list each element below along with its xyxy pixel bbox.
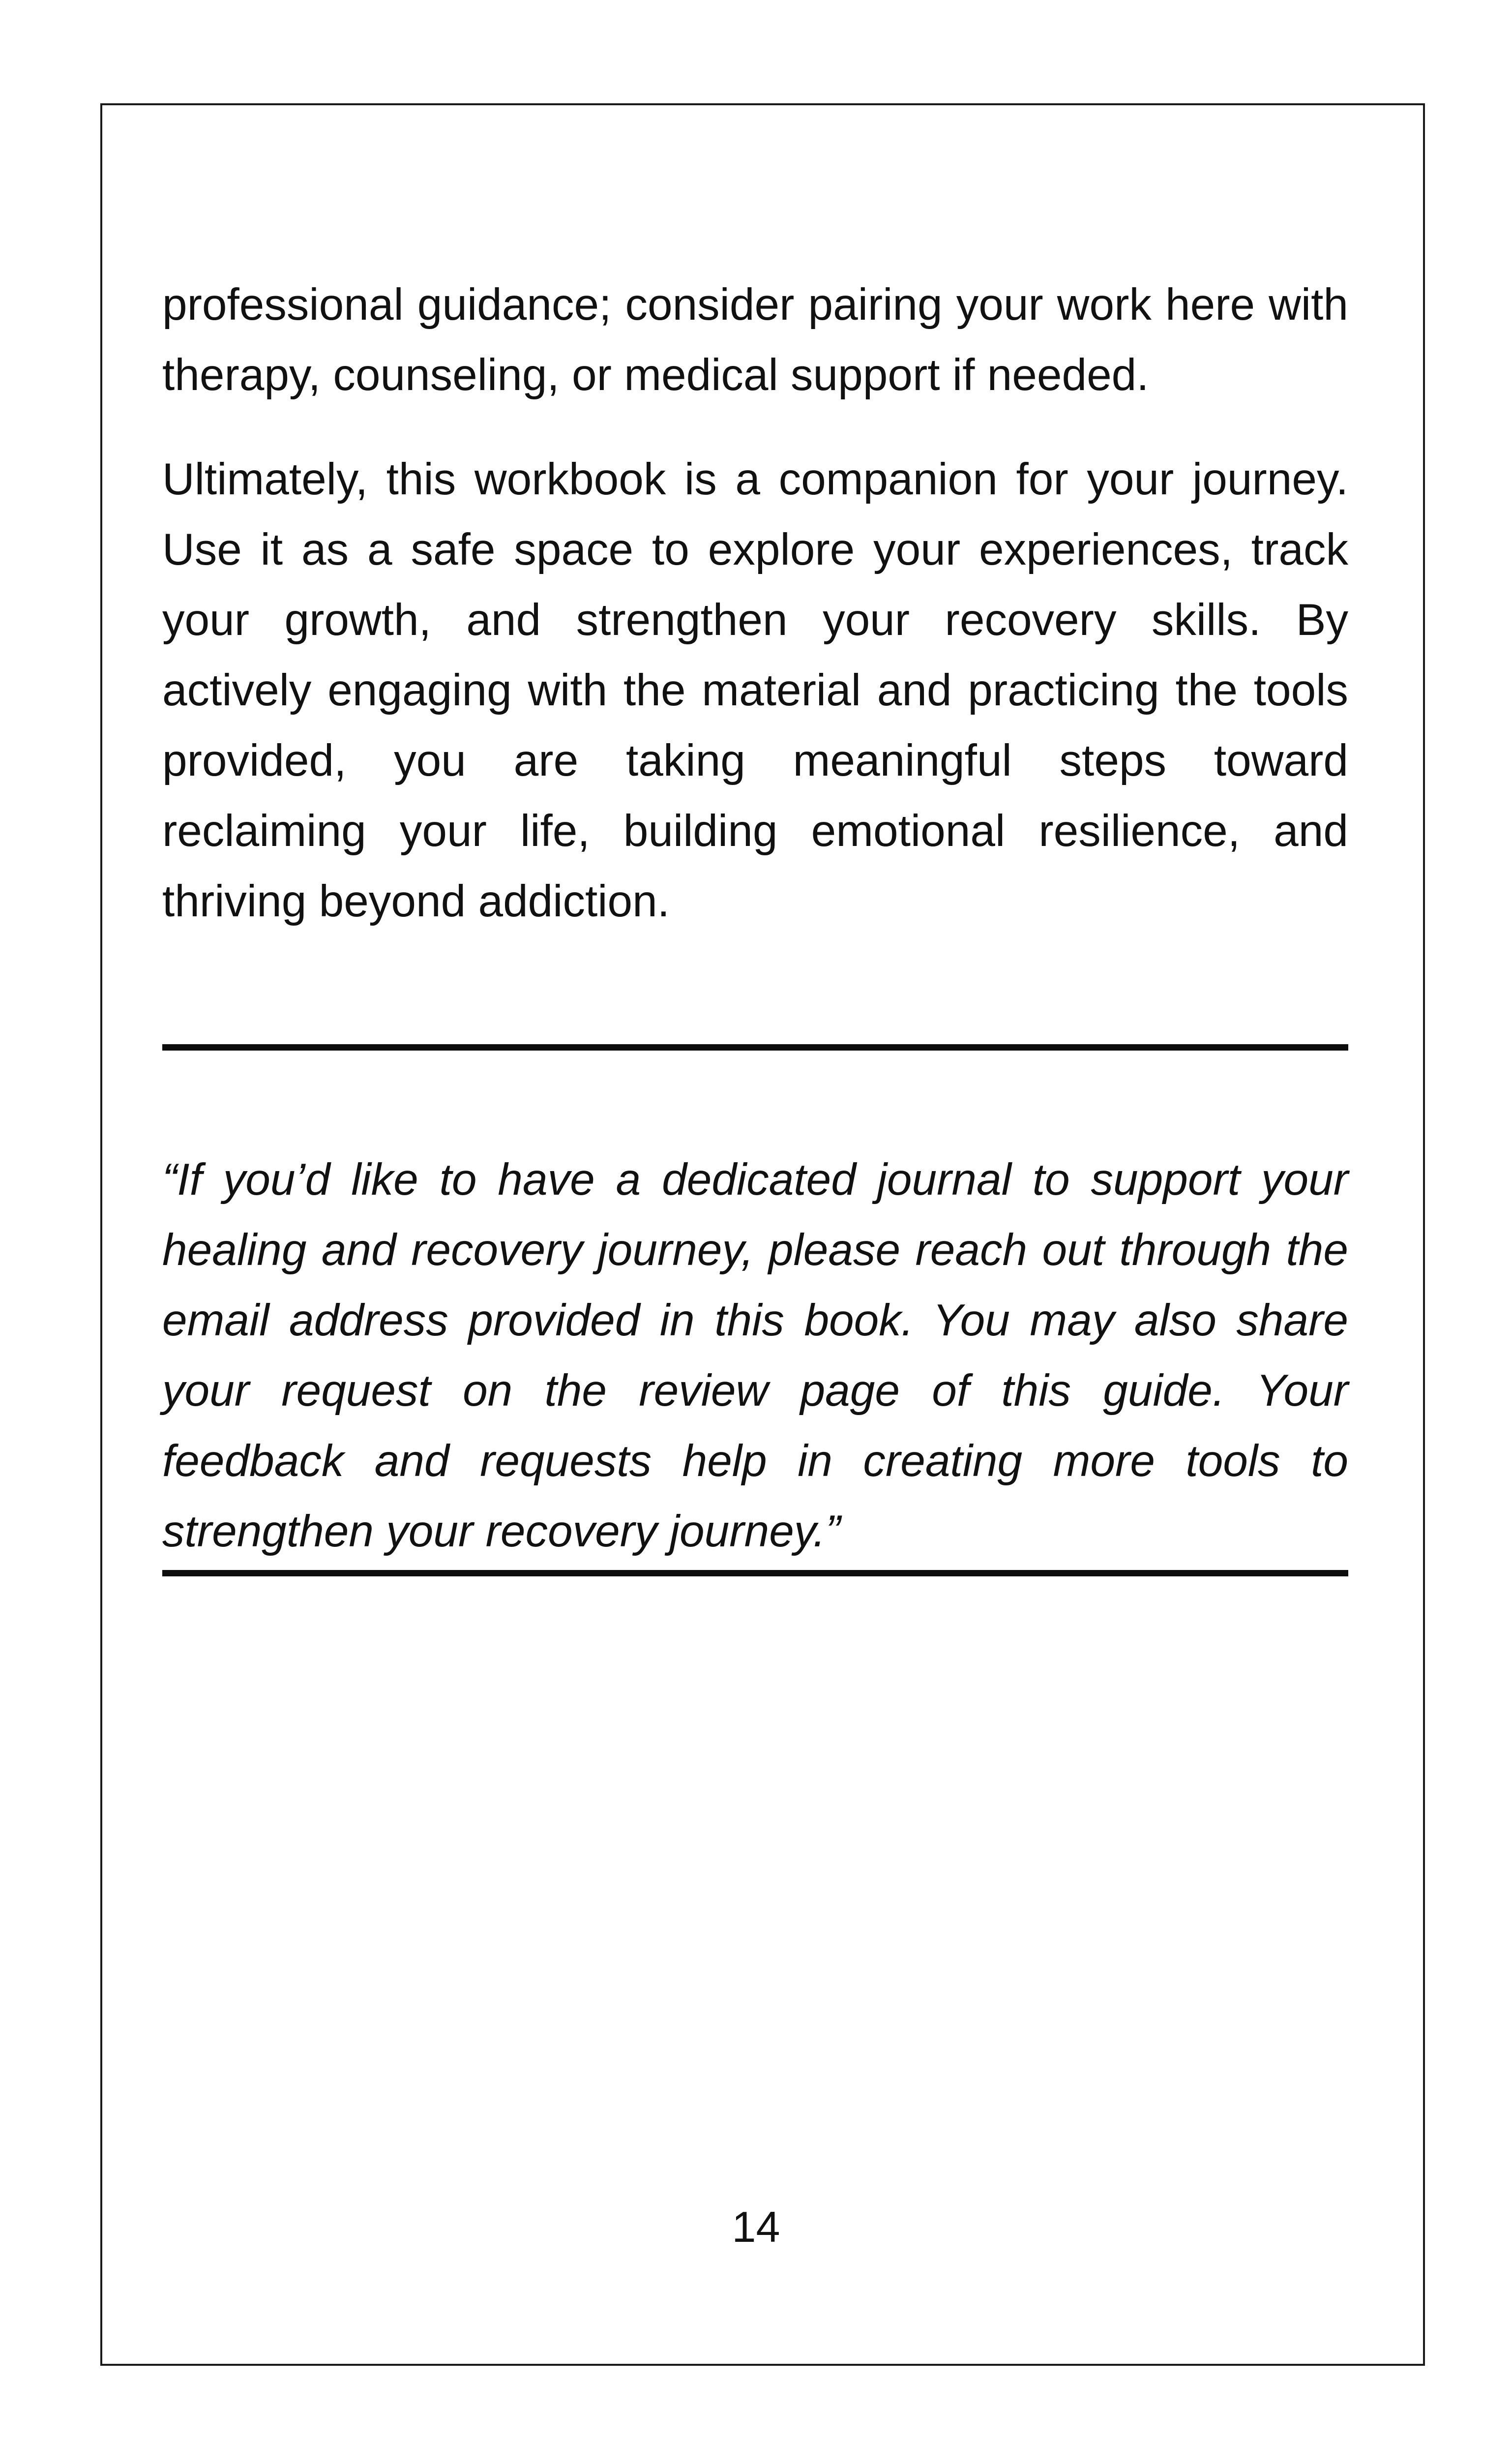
body-paragraph-2: Ultimately, this workbook is a companion for your journey. Use it as a safe space to explore your experiences, track your growth, and strengthen your recovery skills. By actively engaging with the material and practicing the tools provided, you are taking meaningful steps toward reclaiming your life, building emotional resilience, and thriving beyond addiction. (162, 454, 1348, 926)
journal-request-quote: “If you’d like to have a dedicated journal to support your healing and recovery journey, please reach out through the email address provided in this book. You may also share your request on the review page of this guide. Your feedback and requests help in creating more tools to strengthen your recovery journey.” (162, 1155, 1348, 1556)
callout-bottom-divider (162, 1570, 1348, 1576)
callout-top-divider (162, 1044, 1348, 1051)
page-number: 14 (732, 2202, 780, 2251)
body-paragraph-1: professional guidance; consider pairing your work here with therapy, counseling, or medical support if needed. (162, 280, 1348, 400)
